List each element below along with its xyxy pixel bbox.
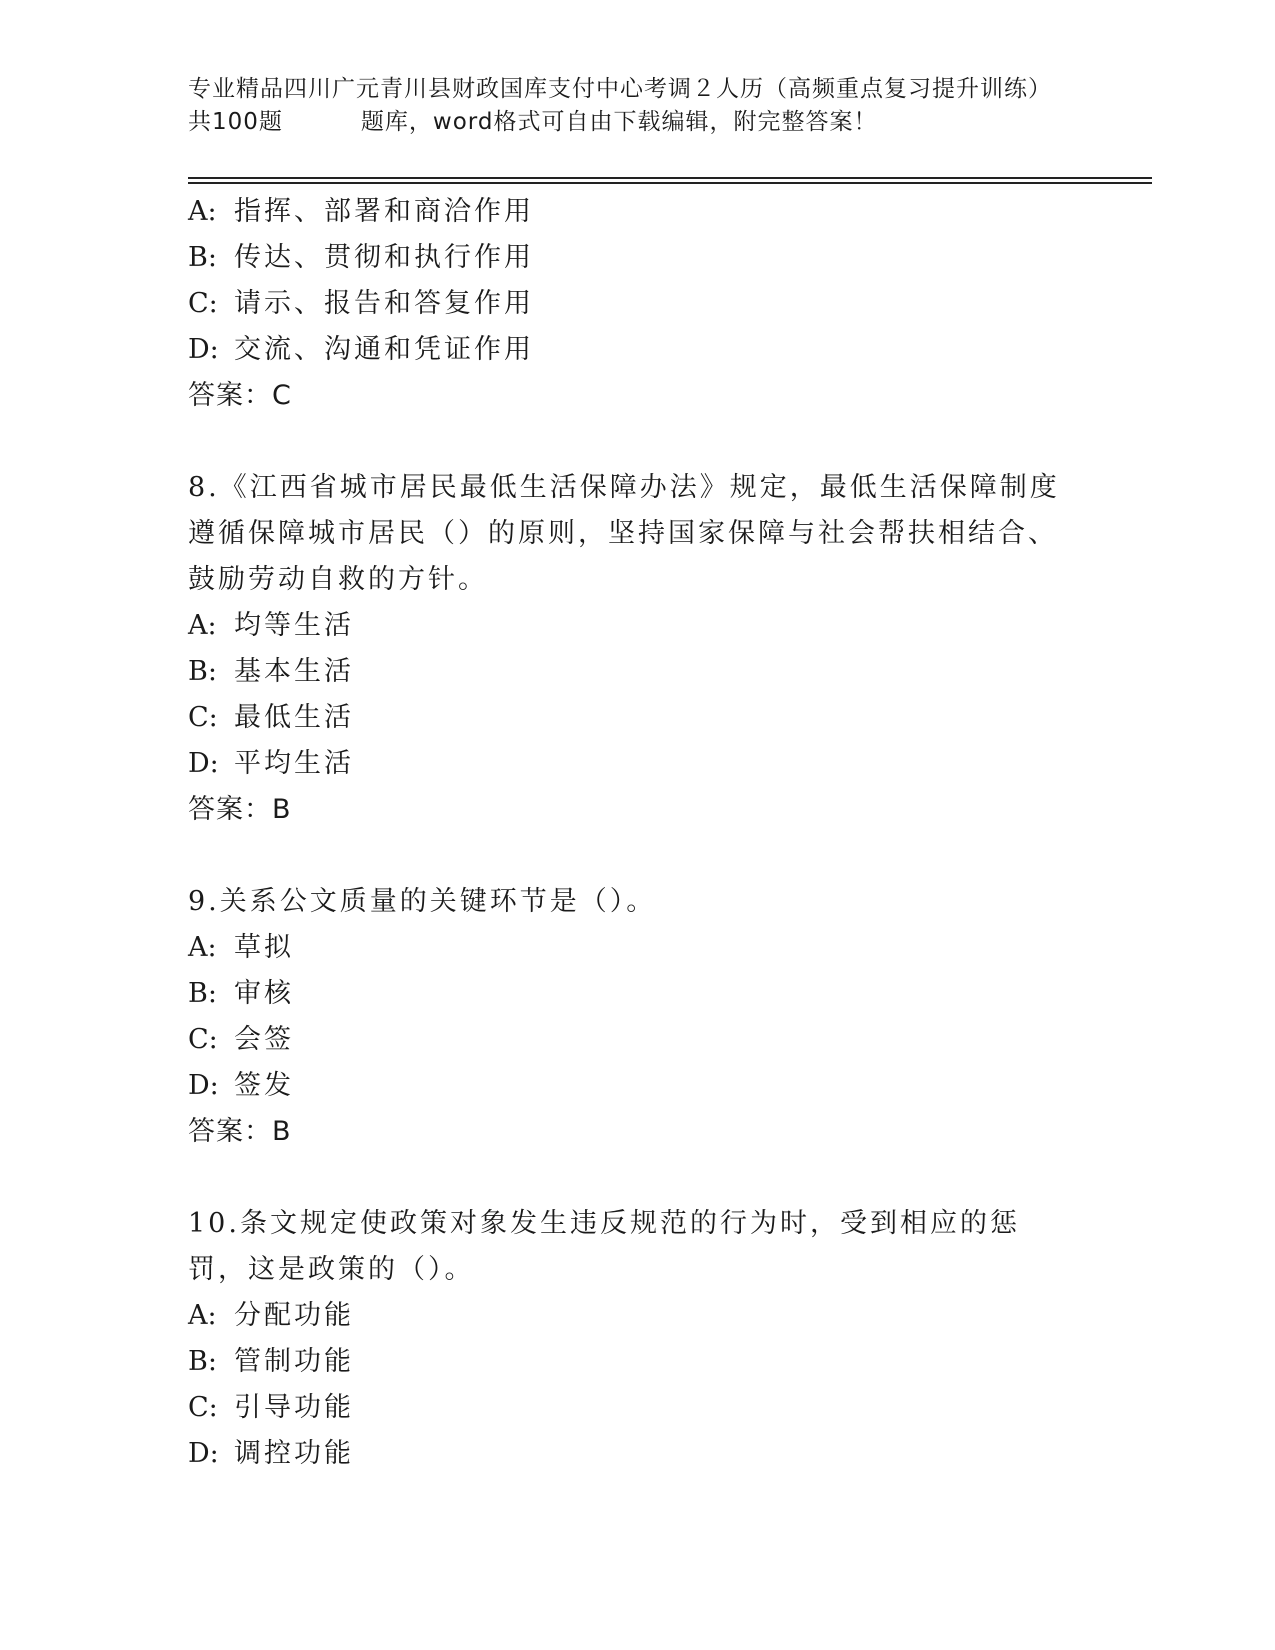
option-text: 均等生活	[234, 610, 354, 641]
question-text: 10.条文规定使政策对象发生违反规范的行为时，受到相应的惩罚，这是政策的（）。	[188, 1208, 1020, 1285]
header-count: 共100题	[188, 109, 283, 135]
option-text: 管制功能	[234, 1346, 354, 1377]
option-text: 分配功能	[234, 1300, 354, 1331]
option-row	[188, 925, 1068, 971]
option-row	[188, 235, 1068, 281]
option-letter: A:	[188, 932, 217, 963]
option-letter: B:	[188, 1346, 217, 1377]
option-letter: D:	[188, 1070, 219, 1101]
option-letter: C:	[188, 1024, 218, 1055]
question-text: 8.《江西省城市居民最低生活保障办法》规定，最低生活保障制度遵循保障城市居民（）的原则，坚持国家保障与社会帮扶相结合、鼓励劳动自救的方针。	[188, 472, 1060, 595]
answer-line: 答案：C	[188, 380, 292, 411]
option-row	[188, 1339, 1068, 1385]
option-text: 调控功能	[234, 1438, 354, 1469]
option-row	[188, 695, 1068, 741]
option-letter: A:	[188, 196, 217, 227]
option-letter: D:	[188, 334, 219, 365]
option-letter: B:	[188, 242, 217, 273]
option-row	[188, 281, 1068, 327]
option-row	[188, 741, 1068, 787]
option-text: 基本生活	[234, 656, 354, 687]
option-row	[188, 1063, 1068, 1109]
option-letter: A:	[188, 1300, 217, 1331]
option-text: 平均生活	[234, 748, 354, 779]
answer-line: 答案：B	[188, 794, 292, 825]
option-letter: C:	[188, 1392, 218, 1423]
option-letter: A:	[188, 610, 217, 641]
option-text: 交流、沟通和凭证作用	[234, 334, 534, 365]
option-letter: B:	[188, 978, 217, 1009]
question-text: 9.关系公文质量的关键环节是（）。	[188, 886, 657, 917]
option-row	[188, 649, 1068, 695]
option-letter: D:	[188, 748, 219, 779]
option-row	[188, 327, 1068, 373]
option-row	[188, 971, 1068, 1017]
option-text: 最低生活	[234, 702, 354, 733]
header-note: 题库，word格式可自由下载编辑，附完整答案！	[360, 109, 878, 135]
option-text: 引导功能	[234, 1392, 354, 1423]
option-text: 签发	[234, 1070, 294, 1101]
option-text: 会签	[234, 1024, 294, 1055]
option-letter: C:	[188, 702, 218, 733]
option-letter: B:	[188, 656, 217, 687]
option-text: 传达、贯彻和执行作用	[234, 242, 534, 273]
question-list	[188, 189, 1068, 1477]
option-row	[188, 1293, 1068, 1339]
answer-line: 答案：B	[188, 1116, 292, 1147]
header-title: 专业精品四川广元青川县财政国库支付中心考调２人历（高频重点复习提升训练）	[188, 76, 1052, 102]
option-row	[188, 1431, 1068, 1477]
option-row	[188, 189, 1068, 235]
option-text: 草拟	[234, 932, 294, 963]
option-row	[188, 603, 1068, 649]
option-text: 指挥、部署和商洽作用	[234, 196, 534, 227]
header-subtitle	[188, 106, 1148, 139]
option-text: 请示、报告和答复作用	[234, 288, 534, 319]
document-header	[188, 73, 1148, 139]
header-divider-bottom	[188, 182, 1152, 184]
option-row	[188, 1385, 1068, 1431]
option-letter: C:	[188, 288, 218, 319]
option-row	[188, 1017, 1068, 1063]
option-text: 审核	[234, 978, 294, 1009]
option-letter: D:	[188, 1438, 219, 1469]
header-divider-top	[188, 177, 1152, 179]
